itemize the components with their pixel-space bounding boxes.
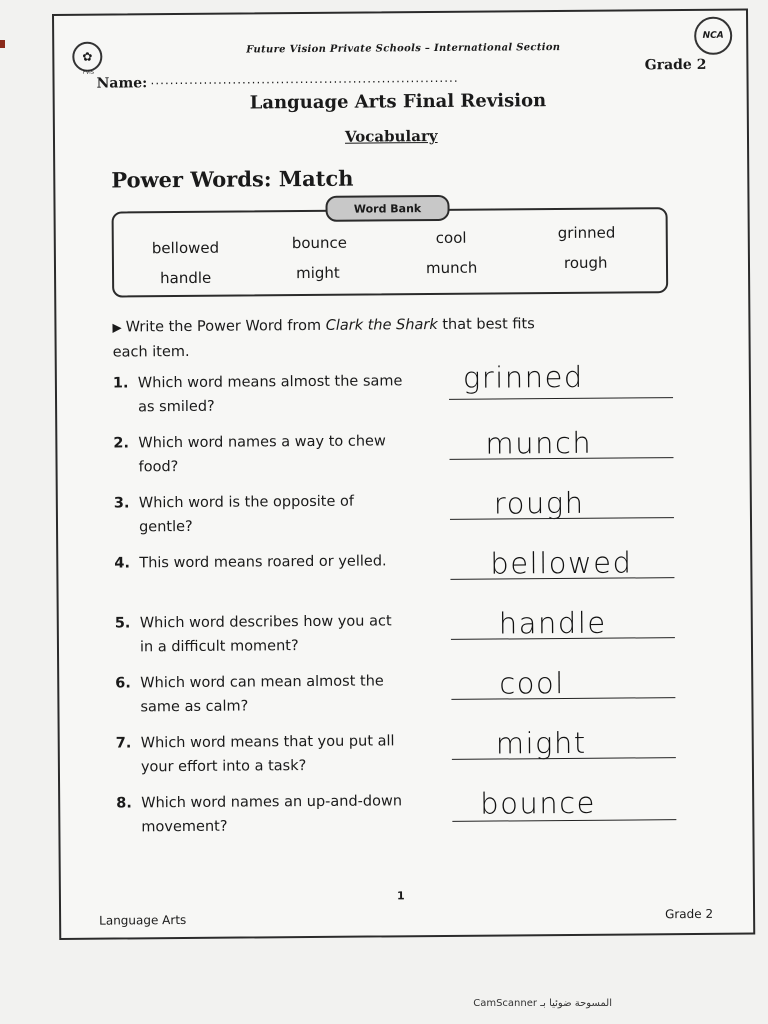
handwritten-answer: might: [495, 725, 587, 761]
instruction-suffix: that best fits each item.: [112, 316, 535, 361]
word-bank-word: munch: [425, 258, 478, 278]
triangle-bullet-icon: ▶: [112, 320, 122, 335]
instruction-prefix: Write the Power Word from: [125, 317, 322, 336]
page-number: 1: [396, 889, 405, 903]
question-number: 2.: [113, 435, 130, 452]
name-blank: ................................................................: [150, 70, 459, 88]
word-bank-word: handle: [160, 268, 212, 288]
school-name: Future Vision Private Schools – International Section: [246, 42, 561, 56]
school-logo-icon: ✿: [72, 42, 102, 72]
question-item: [115, 609, 405, 659]
handwritten-answer: bellowed: [490, 545, 633, 581]
school-logo-caption: FVIS: [82, 69, 94, 76]
handwritten-answer: munch: [485, 425, 593, 461]
answer-line[interactable]: [449, 397, 673, 400]
word-bank-box: [112, 201, 669, 297]
book-title: Clark the Shark: [325, 316, 438, 334]
name-label: Name:: [96, 75, 148, 92]
question-text: Which word is the opposite of gentle?: [138, 493, 355, 536]
page-subtitle: Vocabulary: [344, 126, 438, 146]
scanner-watermark: CamScanner المسوحة ضوئيا بـ: [473, 998, 612, 1009]
section-title: Power Words: Match: [111, 165, 354, 193]
word-bank-word: rough: [563, 253, 608, 272]
question-item: [116, 729, 406, 779]
question-item: [114, 549, 404, 575]
word-bank-word: bounce: [291, 233, 348, 253]
question-number: 8.: [116, 795, 132, 812]
question-number: 1.: [112, 375, 129, 392]
question-item: [116, 789, 406, 839]
page-title: Language Arts Final Revision: [249, 90, 547, 114]
question-item: [115, 669, 405, 719]
handwritten-answer: bounce: [480, 785, 597, 821]
word-bank-label: Word Bank: [325, 195, 449, 222]
handwritten-answer: grinned: [462, 359, 584, 395]
question-number: 7.: [115, 735, 132, 752]
question-text: Which word names an up-and-down movement?: [141, 793, 403, 836]
handwritten-answer: handle: [498, 605, 607, 641]
question-text: Which word means almost the same as smiled?: [137, 373, 403, 416]
worksheet-page: [52, 9, 755, 940]
footer-grade: Grade 2: [664, 906, 714, 922]
question-number: 4.: [114, 555, 130, 572]
grade-label: Grade 2: [644, 56, 707, 74]
question-text: This word means roared or yelled.: [139, 553, 387, 572]
handwritten-answer: rough: [493, 485, 585, 521]
question-item: [113, 369, 403, 419]
question-number: 5.: [114, 615, 131, 632]
question-number: 3.: [113, 495, 130, 512]
footer-subject: Language Arts: [99, 912, 187, 928]
scan-edge-mark: [0, 40, 5, 48]
question-item: [113, 429, 403, 479]
word-bank-word: cool: [435, 228, 467, 247]
question-text: Which word names a way to chew food?: [138, 433, 386, 476]
question-number: 6.: [115, 675, 131, 692]
word-bank-word: bellowed: [151, 238, 220, 258]
question-text: Which word can mean almost the same as calm?: [140, 673, 384, 716]
question-item: [114, 489, 404, 539]
nca-logo-icon: NCA: [694, 17, 732, 55]
word-bank-word: grinned: [557, 223, 616, 243]
question-text: Which word means that you put all your effort into a task?: [140, 733, 395, 776]
question-text: Which word describes how you act in a difficult moment?: [139, 613, 392, 656]
handwritten-answer: cool: [499, 665, 565, 701]
word-bank-word: might: [295, 263, 340, 283]
instructions: [112, 312, 572, 366]
